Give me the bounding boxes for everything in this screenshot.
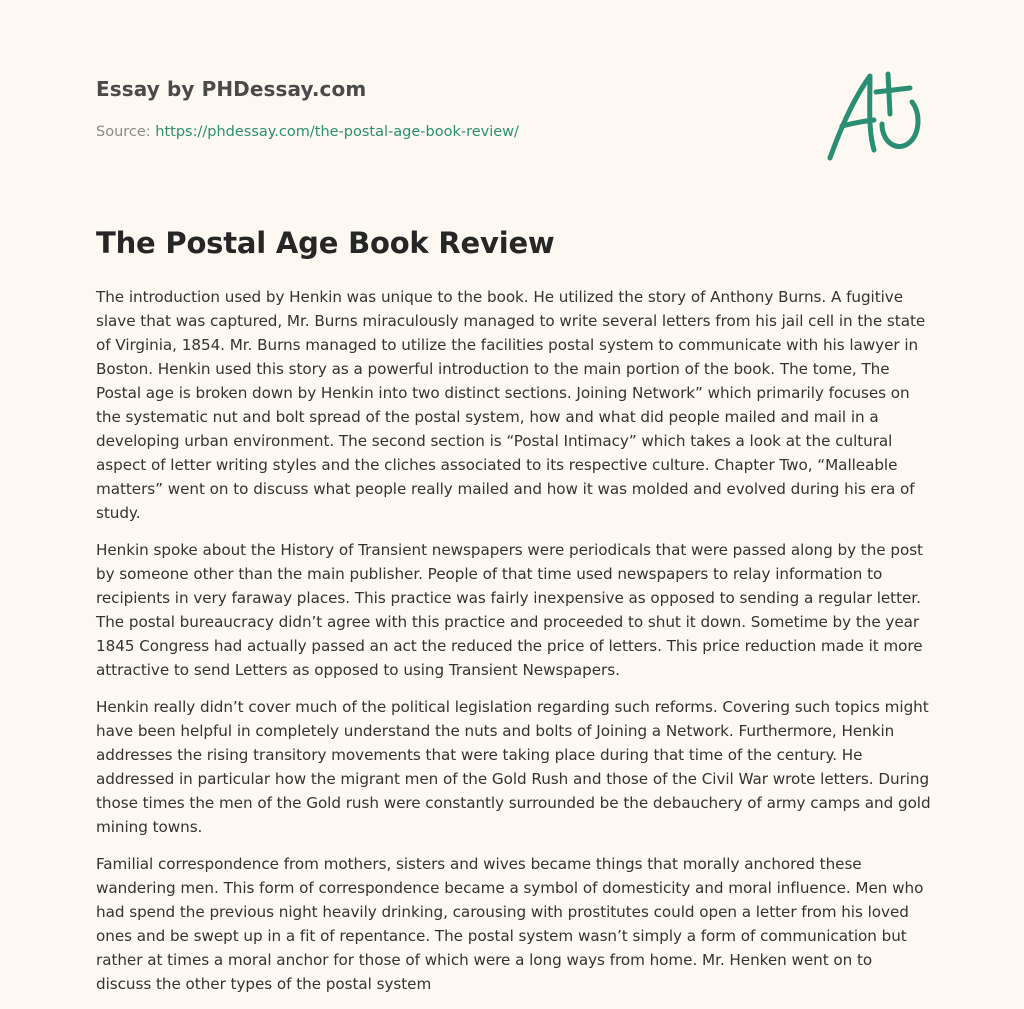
article-body — [96, 285, 932, 1009]
a-plus-logo-icon — [826, 68, 926, 164]
article-paragraph: Familial correspondence from mothers, sisters and wives became things that morally anchored these wandering men. This form of correspondence became a symbol of domesticity and moral influence. Men who had spend the previous night heavily drinking, carousing with prostitutes could open a letter from his loved ones and be swept up in a fit of repentance. The postal system wasn’t simply a form of communication but rather at times a moral anchor for those of which were a long ways from home. Mr. Henken went on to discuss the other types of the postal system — [96, 855, 924, 993]
logo-plus-horizontal — [876, 88, 910, 92]
article-paragraph: The introduction used by Henkin was unique to the book. He utilized the story of Anthony Burns. A fugitive slave that was captured, Mr. Burns miraculously managed to write several letters from his jail cell in the state of Virginia, 1854. Mr. Burns managed to utilize the facilities postal system to communicate with his lawyer in Boston. Henkin used this story as a powerful introduction to the main portion of the book. The tome, The Postal age is broken down by Henkin into two distinct sections. Joining Network” which primarily focuses on the systematic nut and bolt spread of the postal system, how and what did people mailed and mail in a developing urban environment. The second section is “Postal Intimacy” which takes a look at the cultural aspect of letter writing styles and the cliches associated to its respective culture. Chapter Two, “Malleable matters” went on to discuss what people really mailed and how it was molded and evolved during his era of study. — [96, 288, 926, 522]
article-paragraph: Henkin spoke about the History of Transient newspapers were periodicals that were passed along by the post by someone other than the main publisher. People of that time used newspapers to relay information to recipients in very faraway places. This practice was fairly inexpensive as opposed to sending a regular letter. The postal bureaucracy didn’t agree with this practice and proceeded to shut it down. Sometime by the year 1845 Congress had actually passed an act the reduced the price of letters. This price reduction made it more attractive to send Letters as opposed to using Transient Newspapers. — [96, 541, 923, 679]
source-line — [96, 124, 519, 140]
article-paragraph: Henkin really didn’t cover much of the political legislation regarding such reforms. Covering such topics might have been helpful in completely understand the nuts and bolts of Joining a Network. Furthermore, Henkin addresses the rising transitory movements that were taking place during that time of the century. He addressed in particular how the migrant men of the Gold Rush and those of the Civil War wrote letters. During those times the men of the Gold rush were constantly surrounded be the debauchery of army camps and gold mining towns. — [96, 698, 931, 836]
site-brand: Essay by PHDessay.com — [96, 77, 367, 101]
logo-plus-vertical — [888, 74, 890, 114]
source-link[interactable]: https://phdessay.com/the-postal-age-book-review/ — [155, 124, 519, 140]
essay-page — [96, 0, 932, 993]
logo-a-stroke — [830, 76, 874, 158]
source-label: Source: — [96, 124, 156, 140]
article-title: The Postal Age Book Review — [96, 226, 555, 260]
